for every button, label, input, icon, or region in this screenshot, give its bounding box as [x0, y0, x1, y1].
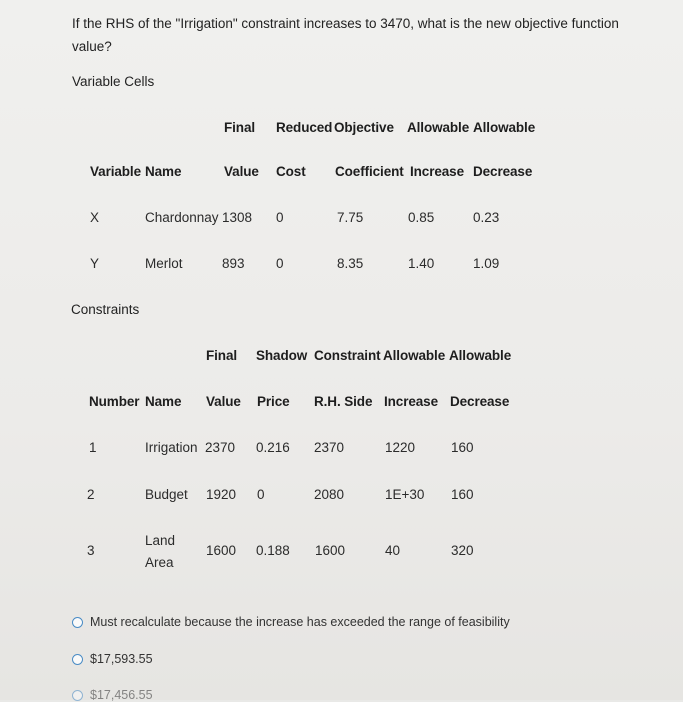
con-header-allowable-2: Allowable [449, 348, 512, 363]
con-header-number: Number [89, 394, 140, 409]
con-header-rhs: R.H. Side [314, 394, 373, 409]
vc-header-cost: Cost [276, 164, 306, 179]
answer-option-2[interactable] [72, 652, 153, 666]
vc-header-reduced: Reduced [276, 120, 333, 135]
vc-row-y-reduced-cost: 0 [276, 256, 284, 271]
con-row-3-price: 0.188 [256, 543, 290, 558]
radio-button-icon[interactable] [72, 654, 83, 665]
con-row-3-name-line1: Land [145, 533, 176, 548]
vc-header-final: Final [224, 120, 256, 135]
con-header-name: Name [145, 394, 182, 409]
vc-row-x-name: Chardonnay [145, 210, 219, 225]
con-row-2-number: 2 [87, 487, 95, 502]
constraints-label: Constraints [71, 302, 140, 317]
vc-row-x-coefficient: 7.75 [337, 210, 364, 225]
con-row-2-increase: 1E+30 [385, 487, 425, 502]
con-row-1-rhs: 2370 [314, 440, 345, 455]
answer-option-1[interactable] [72, 615, 510, 629]
vc-row-x-increase: 0.85 [408, 210, 435, 225]
con-header-increase: Increase [384, 394, 438, 409]
vc-header-variable: Variable [90, 164, 141, 179]
con-row-3-decrease: 320 [451, 543, 474, 558]
con-row-3-value: 1600 [206, 543, 237, 558]
answer-option-2-label: $17,593.55 [90, 652, 153, 666]
vc-header-allowable-1: Allowable [407, 120, 470, 135]
vc-header-value: Value [224, 164, 259, 179]
radio-button-icon[interactable] [72, 690, 83, 701]
vc-row-y-value: 893 [222, 256, 245, 271]
con-row-2-rhs: 2080 [314, 487, 345, 502]
vc-row-x-value: 1308 [222, 210, 253, 225]
answer-option-3-label: $17,456.55 [90, 688, 153, 702]
con-row-1-number: 1 [89, 440, 97, 455]
con-header-shadow: Shadow [256, 348, 308, 363]
vc-header-allowable-2: Allowable [473, 120, 536, 135]
con-header-price: Price [257, 394, 290, 409]
con-row-2-value: 1920 [206, 487, 237, 502]
con-header-value: Value [206, 394, 241, 409]
vc-row-x-reduced-cost: 0 [276, 210, 284, 225]
con-row-1-increase: 1220 [385, 440, 416, 455]
vc-header-name: Name [145, 164, 182, 179]
con-header-final: Final [206, 348, 238, 363]
con-row-2-decrease: 160 [451, 487, 474, 502]
con-header-constraint: Constraint [314, 348, 381, 363]
con-row-3-rhs: 1600 [315, 543, 346, 558]
vc-header-objective: Objective [334, 120, 394, 135]
vc-header-decrease: Decrease [473, 164, 533, 179]
vc-row-y-coefficient: 8.35 [337, 256, 364, 271]
con-header-allowable-1: Allowable [383, 348, 446, 363]
con-row-2-name: Budget [145, 487, 188, 502]
con-row-1-price: 0.216 [256, 440, 290, 455]
con-row-3-name-line2: Area [145, 555, 174, 570]
radio-button-icon[interactable] [72, 617, 83, 628]
question-text: If the RHS of the "Irrigation" constraint increases to 3470, what is the new objective function value? [72, 16, 619, 54]
con-row-3-number: 3 [87, 543, 95, 558]
vc-row-y-name: Merlot [145, 256, 183, 271]
con-row-1-name: Irrigation [145, 440, 198, 455]
con-row-1-value: 2370 [205, 440, 236, 455]
vc-row-y-increase: 1.40 [408, 256, 435, 271]
vc-row-y-variable: Y [90, 256, 100, 271]
con-row-3-increase: 40 [385, 543, 401, 558]
con-row-2-price: 0 [257, 487, 265, 502]
con-row-1-decrease: 160 [451, 440, 474, 455]
vc-header-coefficient: Coefficient [335, 164, 404, 179]
vc-row-x-decrease: 0.23 [473, 210, 500, 225]
vc-row-x-variable: X [90, 210, 100, 225]
vc-row-y-decrease: 1.09 [473, 256, 500, 271]
vc-header-increase: Increase [410, 164, 464, 179]
variable-cells-label: Variable Cells [72, 74, 155, 89]
con-header-decrease: Decrease [450, 394, 510, 409]
answer-option-1-label: Must recalculate because the increase has exceeded the range of feasibility [90, 615, 510, 629]
